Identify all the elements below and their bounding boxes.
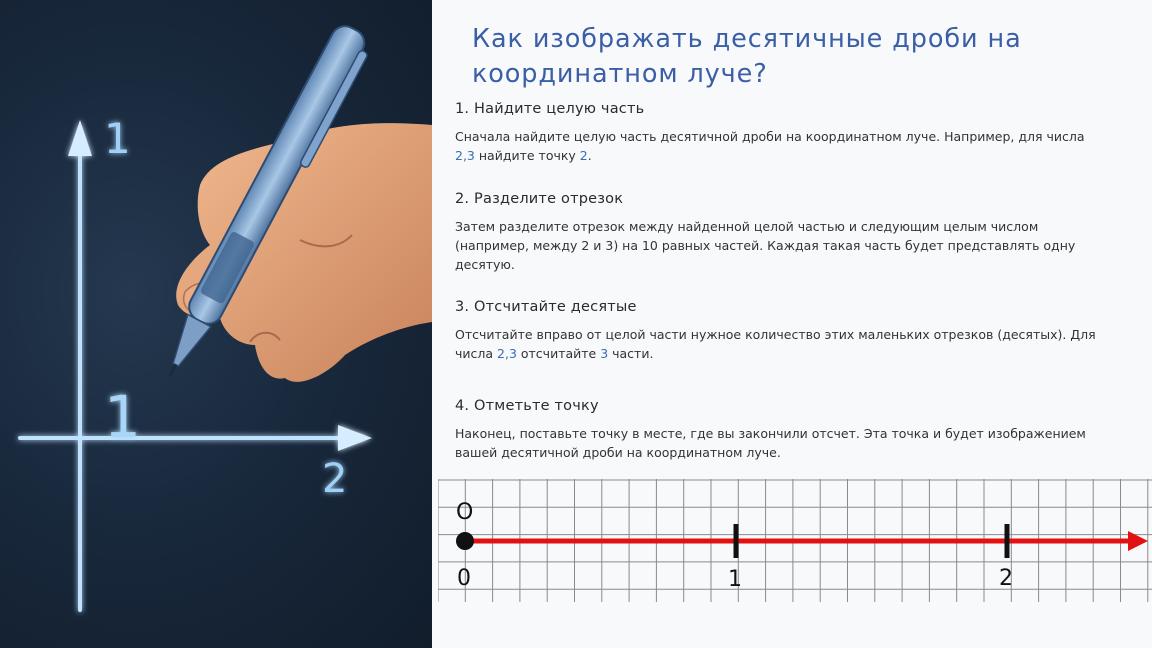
step-heading: 3. Отсчитайте десятые bbox=[455, 299, 637, 315]
step-heading: 2. Разделите отрезок bbox=[455, 191, 624, 207]
number-line bbox=[438, 479, 1152, 602]
step-2 bbox=[455, 191, 1105, 274]
step-text: Затем разделите отрезок между найденной целой частью и следующим целым числом (например, между 2 и 3) на 10 равных частей. Каждая такая часть будет представлять одну десятую. bbox=[455, 219, 1076, 272]
origin-letter: O bbox=[456, 500, 474, 525]
highlighted-number: 2,3 bbox=[497, 346, 517, 361]
origin-point bbox=[456, 532, 474, 550]
step-3 bbox=[455, 299, 1105, 363]
tick-label: 1 bbox=[728, 567, 742, 592]
step-heading: 4. Отметьте точку bbox=[455, 398, 599, 414]
step-text: Наконец, поставьте точку в месте, где вы закончили отсчет. Эта точка и будет изображением вашей десятичной дроби на координатном луче. bbox=[455, 426, 1086, 460]
tick-label: 0 bbox=[457, 566, 471, 591]
hand-pen-illustration bbox=[0, 0, 432, 648]
ray-arrow-icon bbox=[1128, 531, 1148, 551]
step-text: Отсчитайте вправо от целой части нужное количество этих маленьких отрезков (десятых). Для числа 2,3 отсчитайте 3 части. bbox=[455, 327, 1096, 361]
x-axis-arrow-icon bbox=[338, 425, 372, 451]
axis-label-y-top: 1 bbox=[104, 114, 131, 163]
number-line-grid bbox=[438, 479, 1152, 602]
page-title: Как изображать десятичные дроби на координатном луче? bbox=[472, 24, 1022, 89]
highlighted-number: 3 bbox=[600, 346, 609, 361]
tick-label: 2 bbox=[999, 566, 1013, 591]
step-4 bbox=[455, 398, 1105, 462]
step-1 bbox=[455, 101, 1105, 165]
y-axis-arrow-icon bbox=[68, 120, 92, 156]
axis-label-x: 2 bbox=[322, 456, 348, 502]
axis-label-origin: 1 bbox=[104, 383, 141, 451]
step-heading: 1. Найдите целую часть bbox=[455, 101, 645, 117]
highlighted-number: 2,3 bbox=[455, 148, 475, 163]
highlighted-number: 2 bbox=[579, 148, 588, 163]
step-text: Сначала найдите целую часть десятичной дроби на координатном луче. Например, для числа 2,3 найдите точку 2. bbox=[455, 129, 1085, 163]
axes-drawing bbox=[0, 0, 432, 648]
